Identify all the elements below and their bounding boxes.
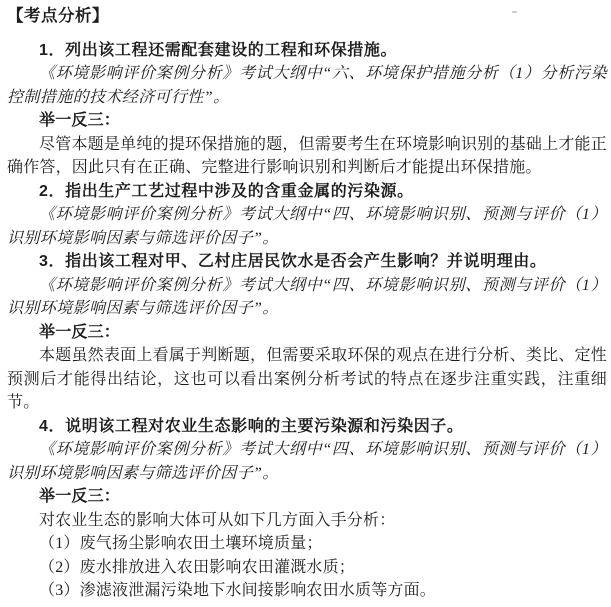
list-item-2: （2）废水排放进入农田影响农田灌溉水质； bbox=[39, 558, 356, 576]
page-title: 【考点分析】 bbox=[7, 7, 109, 25]
syllabus-ref-4: 《环境影响评价案例分析》考试大纲中“四、环境影响识别、预测与评价（1）识别环境影响因素与筛选评价因子”。 bbox=[7, 441, 607, 482]
syllabus-ref-2: 《环境影响评价案例分析》考试大纲中“四、环境影响识别、预测与评价（1）识别环境影响因素与筛选评价因子”。 bbox=[7, 206, 607, 247]
syllabus-ref-1: 《环境影响评价案例分析》考试大纲中“六、环境保护措施分析（1）分析污染控制措施的技术经济可行性”。 bbox=[7, 65, 607, 106]
question-3: 3．指出该工程对甲、乙村庄居民饮水是否会产生影响？并说明理由。 bbox=[39, 253, 547, 270]
question-4: 4．说明该工程对农业生态影响的主要污染源和污染因子。 bbox=[39, 417, 464, 435]
subhead-extend-1: 举一反三： bbox=[39, 112, 121, 129]
question-2: 2．指出生产工艺过程中涉及的含重金属的污染源。 bbox=[39, 182, 414, 200]
list-item-3: （3）渗滤液泄漏污染地下水间接影响农田水质等方面。 bbox=[39, 582, 437, 599]
scan-speck bbox=[512, 11, 517, 13]
list-item-1: （1）废气扬尘影响农田土壤环境质量； bbox=[39, 535, 323, 552]
subhead-extend-3: 举一反三： bbox=[39, 488, 121, 505]
explanation-2: 本题虽然表面上看属于判断题，但需要采取环保的观点在进行分析、类比、定性预测后才能得出结论，这也可以看出案例分析考试的特点在逐步注重实践，注重细节。 bbox=[7, 347, 607, 411]
explanation-1: 尽管本题是单纯的提环保措施的题，但需要考生在环境影响识别的基础上才能正确作答，因此只有在正确、完整进行影响识别和判断后才能提出环保措施。 bbox=[7, 135, 607, 176]
subhead-extend-2: 举一反三： bbox=[39, 323, 121, 341]
question-1: 1．列出该工程还需配套建设的工程和环保措施。 bbox=[39, 41, 398, 59]
explanation-3: 对农业生态的影响大体可从如下几方面入手分析： bbox=[39, 511, 396, 529]
syllabus-ref-3: 《环境影响评价案例分析》考试大纲中“四、环境影响识别、预测与评价（1）识别环境影响因素与筛选评价因子”。 bbox=[7, 276, 607, 317]
